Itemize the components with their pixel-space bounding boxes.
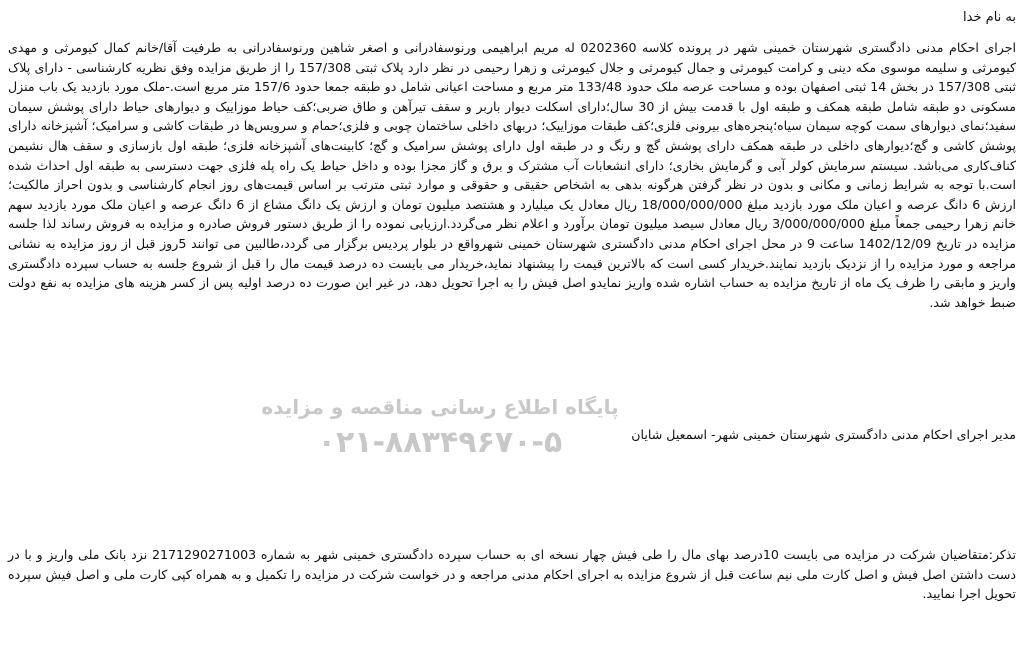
auction-notice-body: اجرای احکام مدنی دادگستری شهرستان خمینی شهر در پرونده کلاسه 0202360 له مریم ابراهیمی ورنوسفادرانی و اصغر شاهین ورنوسفادرانی به طرفیت آقا/خانم کمال کیومرثی و مهدی کیومرثی و سلیمه موسوی مکه دینی و کرامت کیومرثی و جمال کیومرثی و جلال کیومرثی و زهرا رحیمی در نظر دارد پلاک ثبتی 157/308 را از طریق مزایده وفق نظریه کارشناسی - دارای پلاک ثبتی 157/308 در بخش 14 ثبتی اصفهان بوده و مساحت عرصه ملک حدود 133/48 متر مربع و مساحت اعیانی شامل دو طبقه جمعا حدود 157/6 متر مربع است.-ملک مورد بازدید یک باب منزل مسکونی دو طبقه شامل طبقه همکف و طبقه اول با قدمت بیش از 30 سال؛دارای اسکلت دیوار باربر و سقف تیرآهن و طاق ضربی؛کف حیاط موزاییک و دیوارهای حیاط دارای پوشش سیمان سفید؛نمای دیوارهای سمت کوچه سیمان سیاه؛پنجره‌های بیرونی فلزی؛کف طبقات موزاییک؛ دربهای داخلی ساختمان چوبی و فلزی؛حمام و سرویس‌ها در طبقات کاشی و سرامیک؛ آشپزخانه دارای پوشش کاشی و گچ؛دیوارهای داخلی در طبقه همکف دارای پوشش گچ و رنگ و در طبقه اول دارای پوشش سرامیک و گچ؛ کابینت‌های آشپزخانه فلزی؛ طبقه اول بازسازی و سقف هال نشیمن کناف‌کاری می‌باشد. سیستم سرمایش کولر آبی و گرمایش بخاری؛ دارای انشعابات آب مشترک و برق و گاز مجزا بوده و داخل حیاط یک راه پله فلزی جهت دسترسی به طبقه اول احداث شده است.با توجه به شرایط زمانی و مکانی و بدون در نظر گرفتن هرگونه بدهی به اشخاص حقیقی و حقوقی و موارد ثبتی مترتب بر اساس قیمت‌های روز انجام کارشناسی و بدون احراز مالکیت؛ ارزش 6 دانگ عرصه و اعیان ملک مورد بازدید مبلغ 18/000/000/000 ریال معادل یک میلیارد و هشتصد میلیون تومان و ارزش یک دانگ مشاع از 6 دانگ عرصه و اعیان ملک مورد بازدید سهم خانم زهرا رحیمی جمعاً مبلغ 3/000/000/000 ریال معادل سیصد میلیون تومان برآورد و اعلام نظر می‌گردد.ارزیابی نموده را از طریق دستور فروش صادره و مزایده به فروش رساند لذا جلسه مزایده در تاریخ 1402/12/09 ساعت 9 در محل اجرای احکام مدنی دادگستری شهرستان خمینی شهرواقع در بلوار پردیس برگزار می گردد،طالبین می توانند 5روز قبل از روز مزایده به نشانی مراجعه و مورد مزایده را از نزدیک بازدید نمایند.خریدار کسی است که بالاترین قیمت را پیشنهاد نماید،خریدار می بایست ده درصد قیمت مال را قبل از شروع جلسه به حساب سپرده دادگستری واریز و مابقی را ظرف یک ماه از تاریخ مزایده به حساب اشاره شده واریز نمایدو اصل فیش را به اجرا تحویل دهد، در غیر این صورت ده درصد اولیه پس از کسر هزینه های مزایده به نفع دولت ضبط خواهد شد. xyxy=(8,40,1017,310)
notice-reminder: تذکر:متقاضیان شرکت در مزایده می بایست 10درصد بهای مال را طی فیش چهار نسخه ای به حساب سپرده دادگستری خمینی شهر به شماره 2171290271003 نزد بانک ملی واریز و با در دست داشتن اصل فیش و اصل کارت ملی نیم ساعت قبل از شروع مزایده به اجرای احکام مدنی مراجعه و در خواست شرکت در مزایده را تکمیل و به همراه کپی کارت ملی و اصل فیش سپرده تحویل اجرا نمایید. xyxy=(8,547,1017,602)
signature-line: مدیر اجرای احکام مدنی دادگستری شهرستان خمینی شهر- اسمعیل شایان xyxy=(631,427,1016,442)
document-heading: به نام خدا xyxy=(963,10,1016,25)
watermark-phone: ۰۲۱-۸۸۳۴۹۶۷۰-۵ xyxy=(317,425,563,460)
watermark-text: پایگاه اطلاع رسانی مناقصه و مزایده xyxy=(261,395,619,419)
